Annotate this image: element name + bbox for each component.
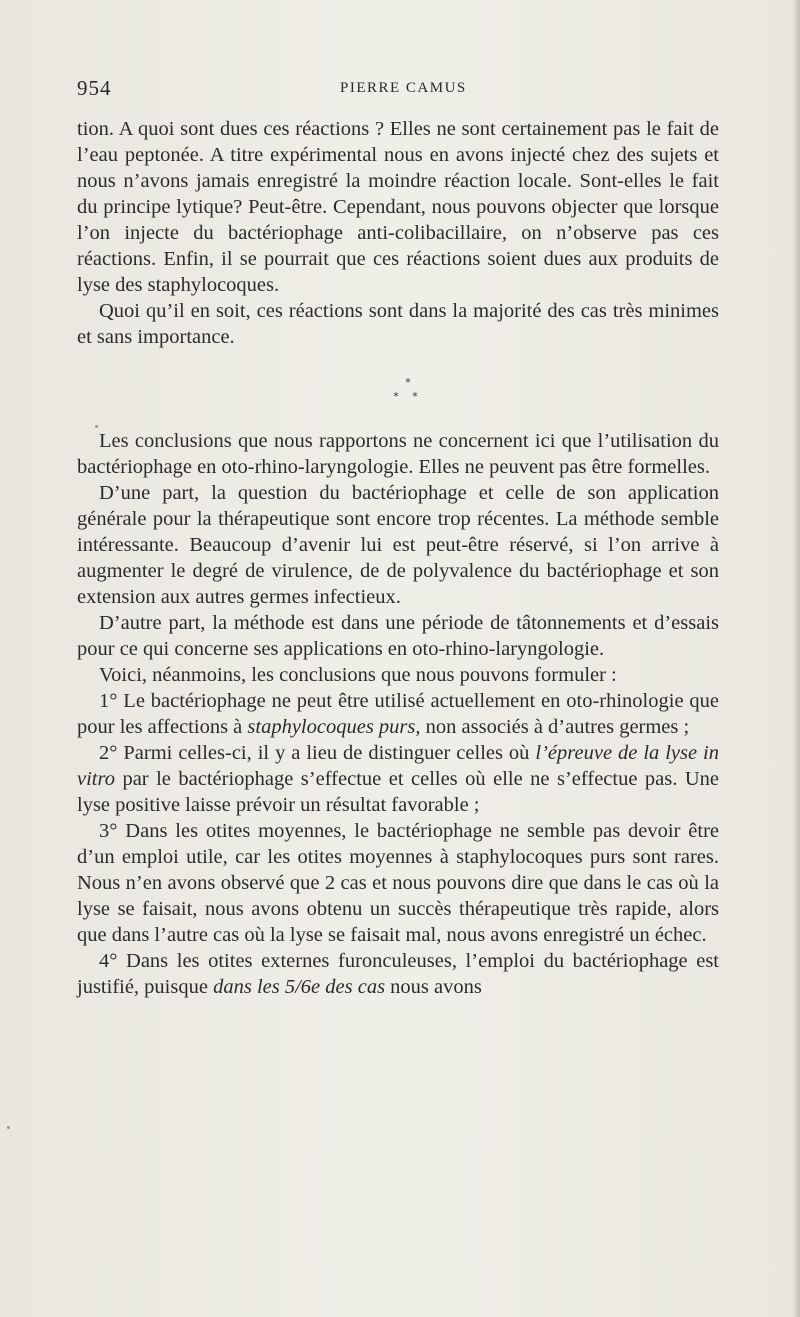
- conclusion-item-1: 1° Le bactériophage ne peut être utilisé actuellement en oto-rhinologie que pour les affections à staphylocoques purs, non associés à d’autres germes ;: [77, 690, 719, 738]
- paragraph: D’une part, la question du bactériophage et celle de son application générale pour la thérapeutique sont encore trop récentes. La méthode semble intéressante. Beaucoup d’avenir lui est peut-être réservé, si l’on arrive à augmenter le degré de virulence, de de polyvalence du bactériophage et son extension aux autres germes infectieux.: [77, 482, 719, 608]
- section-separator: [77, 350, 719, 428]
- paragraph: D’autre part, la méthode est dans une période de tâtonnements et d’essais pour ce qui concerne ses applications en oto-rhino-laryngologie.: [77, 612, 719, 660]
- paragraph: Les conclusions que nous rapportons ne concernent ici que l’utilisation du bactériophage en oto-rhino-laryngologie. Elles ne peuvent pas être formelles.: [77, 430, 719, 478]
- paper-speck: [95, 425, 98, 428]
- running-title: PIERRE CAMUS: [340, 80, 467, 96]
- paper-speck: [7, 1126, 10, 1129]
- paragraph: Voici, néanmoins, les conclusions que nous pouvons formuler :: [99, 664, 617, 686]
- conclusion-item-3: 3° Dans les otites moyennes, le bactériophage ne semble pas devoir être d’un emploi utile, car les otites moyennes à staphylocoques purs sont rares. Nous n’en avons observé que 2 cas et nous pouvons dire que dans le cas où la lyse se faisait, nous avons obtenu un succès thérapeutique très rapide, alors que dans l’autre cas où la lyse se faisait mal, nous avons enregistré un échec.: [77, 820, 719, 946]
- asterisk-top: *: [405, 376, 411, 389]
- page-edge-shadow: [792, 0, 800, 1317]
- conclusion-item-4: 4° Dans les otites externes furonculeuses, l’emploi du bactériophage est justifié, puisque dans les 5/6e des cas nous avons: [77, 950, 719, 998]
- conclusion-item-2: 2° Parmi celles-ci, il y a lieu de distinguer celles où l’épreuve de la lyse in vitro par le bactériophage s’effectue et celles où elle ne s’effectue pas. Une lyse positive laisse prévoir un résultat favorable ;: [77, 742, 720, 816]
- running-header: [77, 76, 719, 102]
- paragraph: tion. A quoi sont dues ces réactions ? Elles ne sont certainement pas le fait de l’eau peptonée. A titre expérimental nous en avons injecté chez des sujets et nous n’avons jamais enregistré la moindre réaction locale. Sont-elles le fait du principe lytique? Peut-être. Cependant, nous pouvons objecter que lorsque l’on injecte du bactériophage anti-colibacillaire, on n’observe pas ces réactions. Enfin, il se pourrait que ces réactions soient dues aux produits de lyse des staphylocoques.: [77, 118, 719, 296]
- asterisks-bottom: * *: [393, 390, 423, 403]
- page-body: [77, 116, 719, 1000]
- page-number: 954: [77, 76, 112, 100]
- paragraph: Quoi qu’il en soit, ces réactions sont dans la majorité des cas très minimes et sans importance.: [77, 300, 719, 348]
